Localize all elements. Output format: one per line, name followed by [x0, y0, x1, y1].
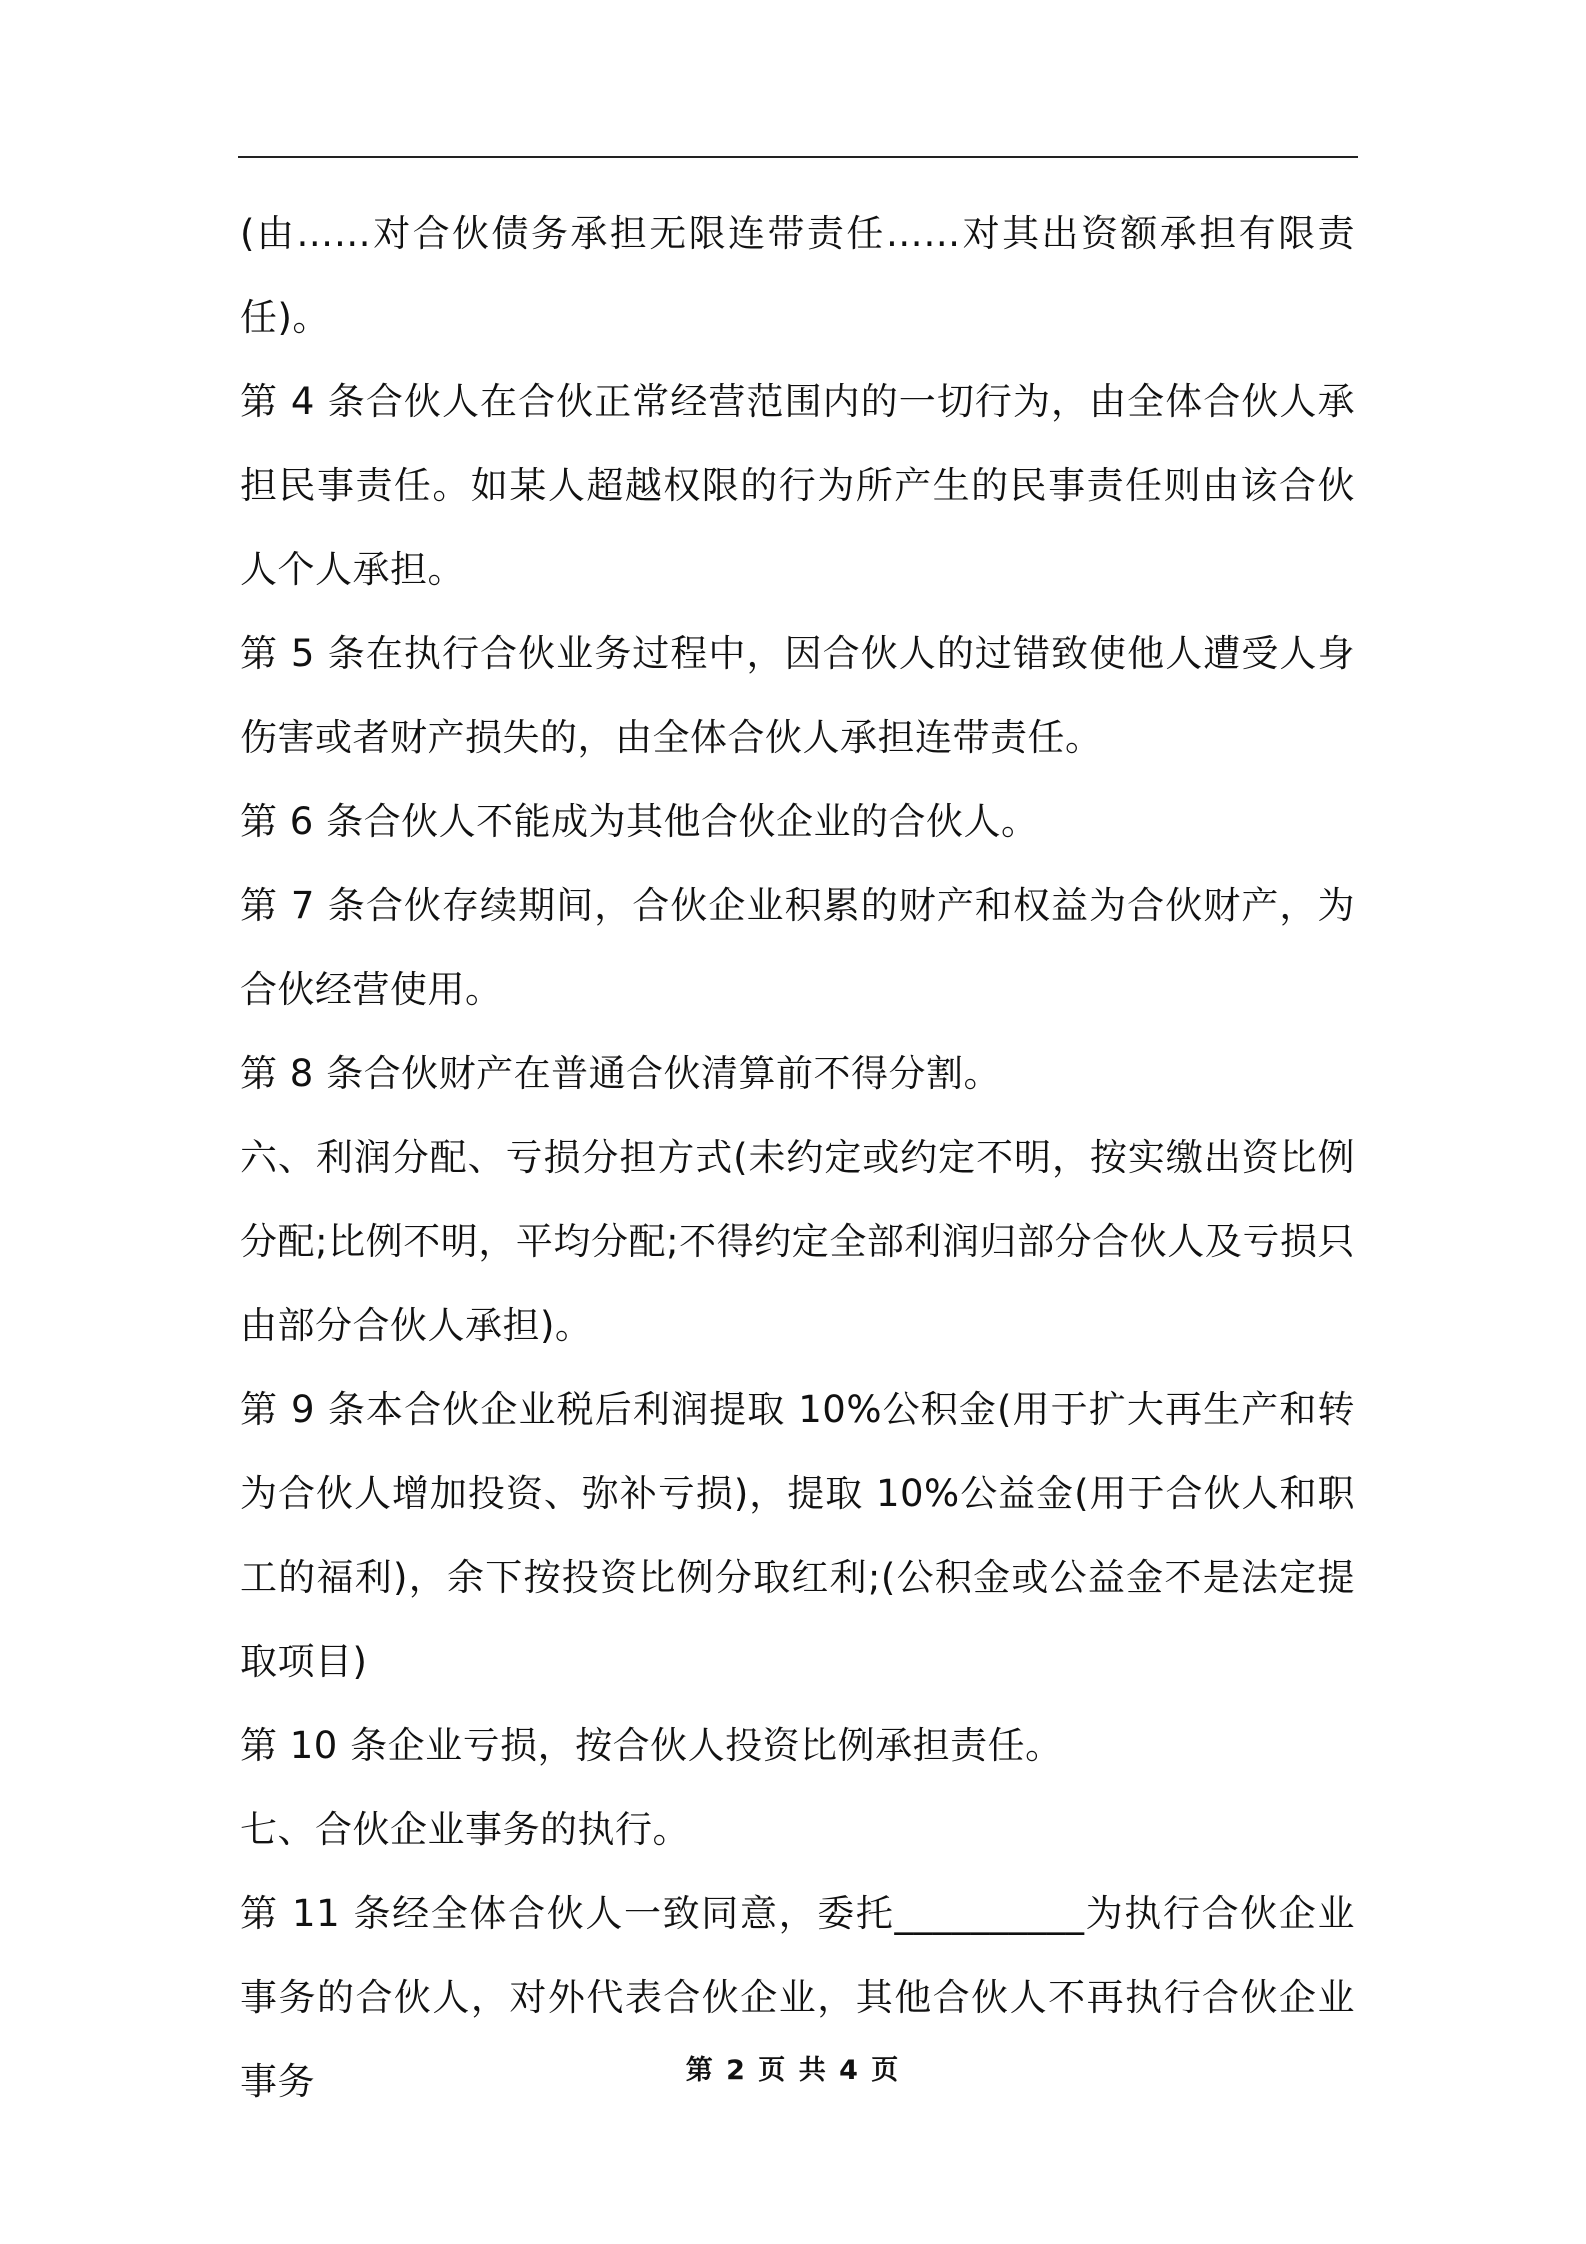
section-heading-6: 六、利润分配、亏损分担方式(未约定或约定不明，按实缴出资比例分配;比例不明，平均分配;不得约定全部利润归部分合伙人及亏损只由部分合伙人承担)。	[240, 1136, 1355, 1347]
paragraph-clause-10: 第 10 条企业亏损，按合伙人投资比例承担责任。	[240, 1724, 1063, 1767]
section-heading-7: 七、合伙企业事务的执行。	[240, 1808, 690, 1851]
header-rule	[238, 156, 1358, 158]
page-number-footer: 第 2 页 共 4 页	[685, 2055, 901, 2086]
paragraph-clause-6: 第 6 条合伙人不能成为其他合伙企业的合伙人。	[240, 800, 1039, 843]
paragraph-clause-5: 第 5 条在执行合伙业务过程中，因合伙人的过错致使他人遭受人身伤害或者财产损失的，由全体合伙人承担连带责任。	[240, 632, 1355, 759]
paragraph-clause-4: 第 4 条合伙人在合伙正常经营范围内的一切行为，由全体合伙人承担民事责任。如某人超越权限的行为所产生的民事责任则由该合伙人个人承担。	[240, 380, 1355, 591]
paragraph-clause-7: 第 7 条合伙存续期间，合伙企业积累的财产和权益为合伙财产，为合伙经营使用。	[240, 884, 1355, 1011]
paragraph-clause-11: 第 11 条经全体合伙人一致同意，委托__________为执行合伙企业事务的合伙人，对外代表合伙企业，其他合伙人不再执行合伙企业事务	[240, 1892, 1355, 2103]
document-body	[240, 192, 1355, 2124]
paragraph-clause-9: 第 9 条本合伙企业税后利润提取 10%公积金(用于扩大再生产和转为合伙人增加投资、弥补亏损)，提取 10%公益金(用于合伙人和职工的福利)，余下按投资比例分取红利;(公积金或公益金不是法定提取项目)	[240, 1388, 1355, 1683]
paragraph-clause-3-liability: (由……对合伙债务承担无限连带责任……对其出资额承担有限责任)。	[240, 212, 1355, 339]
paragraph-clause-8: 第 8 条合伙财产在普通合伙清算前不得分割。	[240, 1052, 1002, 1095]
